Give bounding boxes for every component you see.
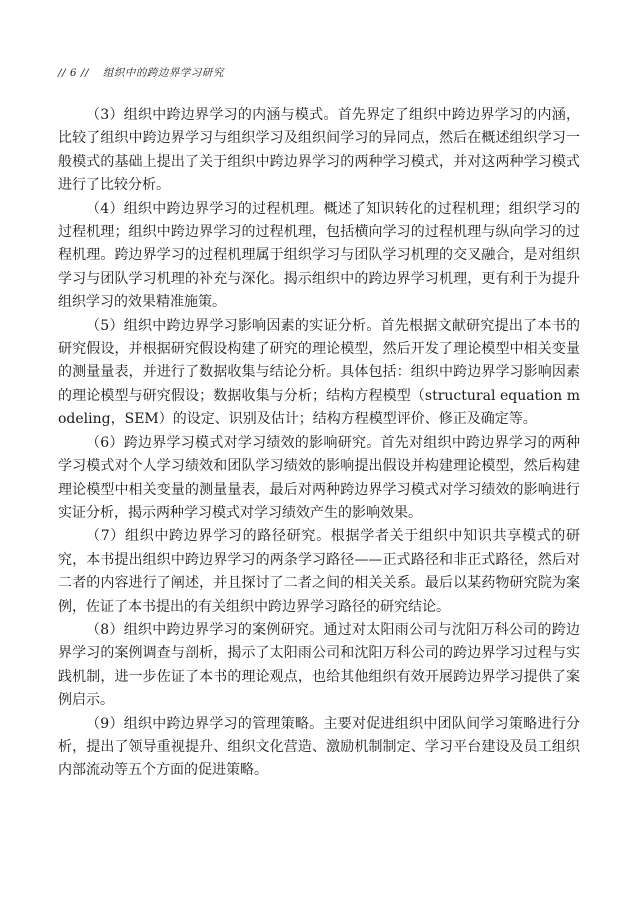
paragraph-item-8: （8）组织中跨边界学习的案例研究。通过对太阳雨公司与沈阳万科公司的跨边界学习的案例调查与剖析，揭示了太阳雨公司和沈阳万科公司的跨边界学习过程与实践机制，进一步佐证了本书的理论观点，也给其他组织有效开展跨边界学习提供了案例启示。 bbox=[58, 621, 580, 709]
body-text bbox=[58, 104, 580, 783]
paragraph-item-9: （9）组织中跨边界学习的管理策略。主要对促进组织中团队间学习策略进行分析，提出了领导重视提升、组织文化营造、激励机制制定、学习平台建设及员工组织内部流动等五个方面的促进策略。 bbox=[58, 715, 580, 779]
paragraph-item-6: （6）跨边界学习模式对学习绩效的影响研究。首先对组织中跨边界学习的两种学习模式对个人学习绩效和团队学习绩效的影响提出假设并构建理论模型，然后构建理论模型中相关变量的测量量表，最后对两种跨边界学习模式对学习绩效的影响进行实证分析，揭示两种学习模式对学习绩效产生的影响效果。 bbox=[58, 434, 580, 521]
running-header bbox=[58, 66, 224, 80]
book-title: 组织中的跨边界学习研究 bbox=[102, 67, 224, 79]
paragraph-item-7: （7）组织中跨边界学习的路径研究。根据学者关于组织中知识共享模式的研究，本书提出组织中跨边界学习的两条学习路径——正式路径和非正式路径，然后对二者的内容进行了阐述，并且探讨了二者之间的相关关系。最后以某药物研究院为案例，佐证了本书提出的有关组织中跨边界学习路径的研究结论。 bbox=[58, 528, 580, 615]
paragraph-item-5: （5）组织中跨边界学习影响因素的实证分析。首先根据文献研究提出了本书的研究假设，并根据研究假设构建了研究的理论模型，然后开发了理论模型中相关变量的测量量表，并进行了数据收集与结论分析。具体包括：组织中跨边界学习影响因素的理论模型与研究假设；数据收集与分析；结构方程模型（structural equation modeling，SEM）的设定、识别及估计；结构方程模型评价、修正及确定等。 bbox=[58, 317, 580, 428]
paragraph-item-3: （3）组织中跨边界学习的内涵与模式。首先界定了组织中跨边界学习的内涵，比较了组织中跨边界学习与组织学习及组织间学习的异同点，然后在概述组织学习一般模式的基础上提出了关于组织中跨边界学习的两种学习模式，并对这两种学习模式进行了比较分析。 bbox=[58, 107, 580, 194]
paragraph-item-4: （4）组织中跨边界学习的过程机理。概述了知识转化的过程机理；组织学习的过程机理；组织中跨边界学习的过程机理，包括横向学习的过程机理与纵向学习的过程机理。跨边界学习的过程机理属于组织学习与团队学习机理的交叉融合，是对组织学习与团队学习机理的补充与深化。揭示组织中的跨边界学习机理，更有利于为提升组织学习的效果精准施策。 bbox=[58, 200, 580, 311]
page-number: // 6 // bbox=[58, 67, 90, 79]
